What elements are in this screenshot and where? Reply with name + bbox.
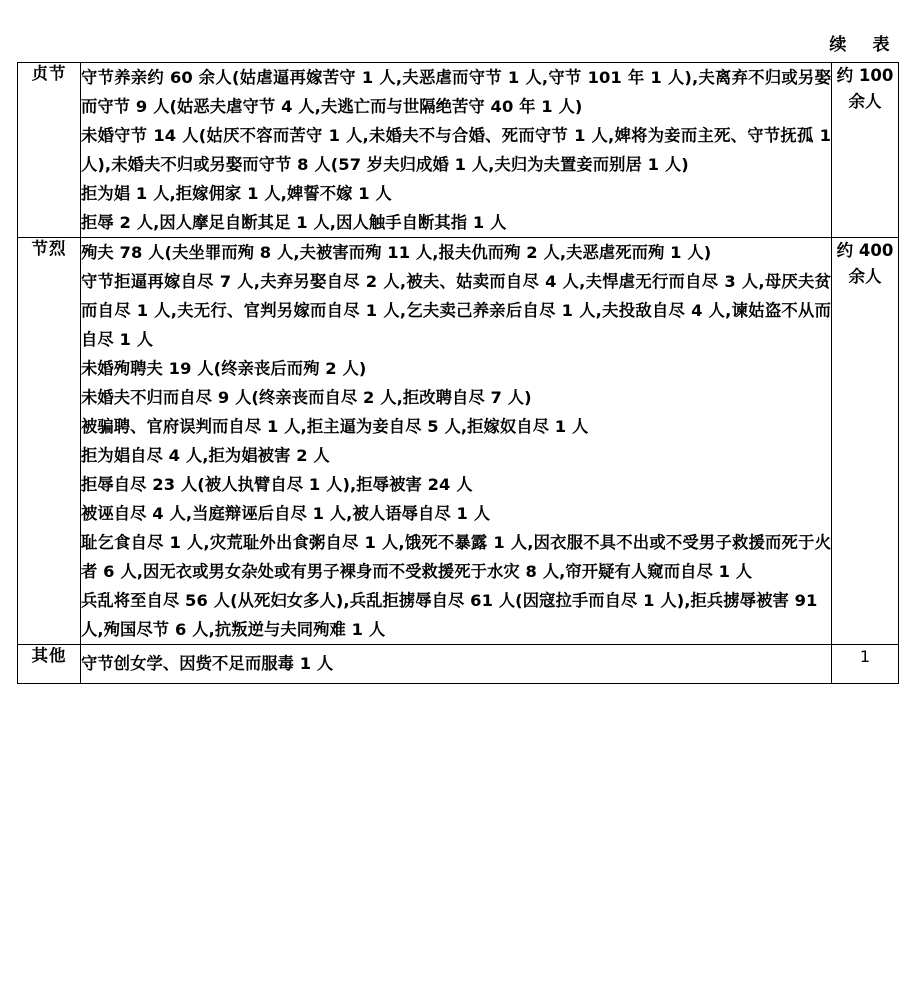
- table-row: [18, 238, 899, 645]
- detail-paragraph: 守节拒逼再嫁自尽 7 人,夫弃另娶自尽 2 人,被夫、姑卖而自尽 4 人,夫悍虐无行而自尽 3 人,母厌夫贫而自尽 1 人,夫无行、官判另嫁而自尽 1 人,乞夫卖己养亲后自尽 1 人,夫投敌自尽 4 人,谏姑盗不从而自尽 1 人: [81, 272, 831, 349]
- row-detail-cell: [81, 645, 832, 684]
- detail-paragraph: 未婚夫不归而自尽 9 人(终亲丧而自尽 2 人,拒改聘自尽 7 人): [81, 388, 532, 407]
- detail-paragraph: 拒为娼自尽 4 人,拒为娼被害 2 人: [81, 446, 330, 465]
- row-total-line: 约 100: [836, 66, 894, 85]
- row-total-line: 余人: [848, 91, 882, 111]
- row-detail-cell: [81, 238, 832, 645]
- detail-paragraph: 未婚守节 14 人(姑厌不容而苦守 1 人,未婚夫不与合婚、死而守节 1 人,婢将为妾而主死、守节抚孤 1 人),未婚夫不归或另娶而守节 8 人(57 岁夫归成婚 1 人,夫归为夫置妾而别居 1 人): [81, 126, 831, 174]
- row-total-line: 余人: [848, 266, 882, 286]
- detail-paragraph: 兵乱将至自尽 56 人(从死妇女多人),兵乱拒掳辱自尽 61 人(因寇拉手而自尽 1 人),拒兵掳辱被害 91 人,殉国尽节 6 人,抗叛逆与夫同殉难 1 人: [81, 591, 818, 639]
- row-total-line: 1: [859, 647, 871, 666]
- detail-paragraph: 守节养亲约 60 余人(姑虐逼再嫁苦守 1 人,夫恶虐而守节 1 人,守节 101 年 1 人),夫离弃不归或另娶而守节 9 人(姑恶夫虐守节 4 人,夫逃亡而与世隔绝苦守 40 年 1 人): [81, 68, 831, 116]
- row-category-cell: 其他: [18, 645, 81, 684]
- continued-table-header: 续 表: [829, 35, 890, 55]
- detail-paragraph: 殉夫 78 人(夫坐罪而殉 8 人,夫被害而殉 11 人,报夫仇而殉 2 人,夫恶虐死而殉 1 人): [81, 243, 712, 262]
- row-total-cell: [832, 645, 899, 684]
- detail-paragraph: 被诬自尽 4 人,当庭辩诬后自尽 1 人,被人语辱自尽 1 人: [81, 504, 491, 523]
- detail-paragraph: 守节创女学、因赀不足而服毒 1 人: [81, 654, 334, 673]
- row-total-line: 约 400: [836, 241, 894, 260]
- detail-paragraph: 未婚殉聘夫 19 人(终亲丧后而殉 2 人): [81, 359, 367, 378]
- table-body: [18, 63, 899, 684]
- row-total-cell: [832, 63, 899, 238]
- table-row: [18, 63, 899, 238]
- detail-paragraph: 被骗聘、官府误判而自尽 1 人,拒主逼为妾自尽 5 人,拒嫁奴自尽 1 人: [81, 417, 589, 436]
- row-detail-cell: [81, 63, 832, 238]
- detail-paragraph: 拒辱自尽 23 人(被人执臂自尽 1 人),拒辱被害 24 人: [81, 475, 473, 494]
- detail-paragraph: 耻乞食自尽 1 人,灾荒耻外出食粥自尽 1 人,饿死不暴露 1 人,因衣服不具不出或不受男子救援而死于火者 6 人,因无衣或男女杂处或有男子裸身而不受救援死于水灾 8 人,帘开疑有人窥而自尽 1 人: [81, 533, 831, 581]
- table-row: [18, 645, 899, 684]
- row-category-cell: 节烈: [18, 238, 81, 645]
- statistics-table: [17, 62, 899, 684]
- row-category-cell: 贞节: [18, 63, 81, 238]
- detail-paragraph: 拒辱 2 人,因人摩足自断其足 1 人,因人触手自断其指 1 人: [81, 213, 507, 232]
- row-total-cell: [832, 238, 899, 645]
- detail-paragraph: 拒为娼 1 人,拒嫁佣家 1 人,婢誓不嫁 1 人: [81, 184, 392, 203]
